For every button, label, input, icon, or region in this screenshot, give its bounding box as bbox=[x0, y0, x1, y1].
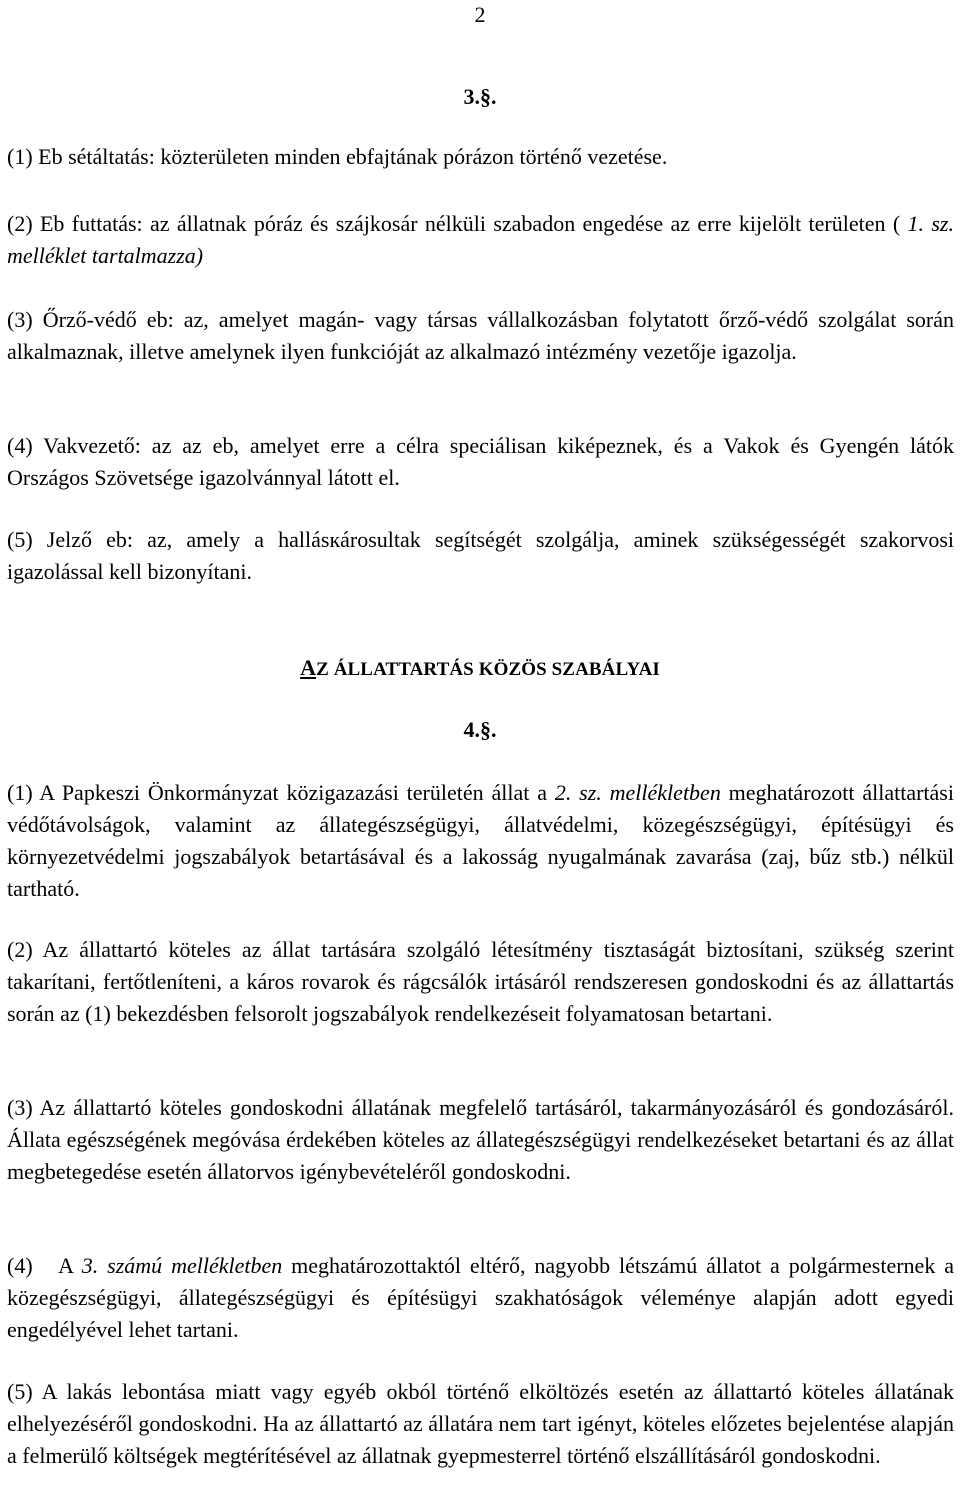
annex-3-reference: 3. számú mellékletben bbox=[81, 1253, 283, 1278]
section-4-paragraph-5: (5) A lakás lebontása miatt vagy egyéb okból történő elköltözés esetén az állattartó köteles állatának elhelyezéséről gondoskodni. Ha az állattartó az állatára nem tart igényt, köteles előzetes bejelentése alapján a felmerülő költségek megtérítésével az állatnak gyepmesterrel történő elszállításáról gondoskodni. bbox=[7, 1379, 954, 1468]
chapter-heading-rest: Z ÁLLATTARTÁS KÖZÖS SZABÁLYAI bbox=[316, 659, 660, 680]
section-4-paragraph-2: (2) Az állattartó köteles az állat tartására szolgáló létesítmény tisztaságát biztosítani, szükség szerint takarítani, fertőtleníteni, a káros rovarok és rágcsálók irtásáról rendszeresen gondoskodni és az állattartás során az (1) bekezdésben felsorolt jogszabályok rendelkezéseit folyamatosan betartani. bbox=[7, 937, 954, 1026]
section-3-paragraph-2 bbox=[7, 208, 954, 272]
paragraph-4-text-b: meghatározottaktól eltérő, nagyobb létszámú állatot a polgármesternek a közegészségügyi, állategészségügyi és építésügyi szakhatóságok véleménye alapján adott egyedi engedélyével lehet tartani. bbox=[7, 1253, 954, 1342]
paragraph-2-text: (2) Eb futtatás: az állatnak póráz és szájkosár nélküli szabadon engedése az erre kijelölt területen ( bbox=[7, 211, 908, 236]
section-4-paragraph-4 bbox=[7, 1250, 954, 1346]
annex-2-reference: 2. sz. mellékletben bbox=[554, 780, 721, 805]
chapter-heading-initial: A bbox=[300, 655, 317, 680]
paragraph-1-text-a: (1) A Papkeszi Önkormányzat közigazazási területén állat a bbox=[7, 780, 555, 805]
section-4-heading: 4.§. bbox=[463, 717, 497, 742]
annex-1-reference: 1. sz. melléklet tartalmazza) bbox=[7, 211, 954, 268]
section-4-paragraph-3: (3) Az állattartó köteles gondoskodni állatának megfelelő tartásáról, takarmányozásáról és gondozásáról. Állata egészségének megóvása érdekében köteles az állategészségügyi rendelkezéseket betartani és az állat megbetegedése esetén állatorvos igénybevételéről gondoskodni. bbox=[7, 1095, 954, 1184]
paragraph-4-text-a: (4) A bbox=[7, 1253, 82, 1278]
section-4-paragraph-1 bbox=[7, 777, 954, 905]
section-3-heading: 3.§. bbox=[463, 84, 497, 109]
section-3-paragraph-4: (4) Vakvezető: az az eb, amelyet erre a célra speciálisan kiképeznek, és a Vakok és Gyengén látók Országos Szövetsége igazolvánnyal látott el. bbox=[7, 433, 954, 490]
page-number: 2 bbox=[474, 2, 486, 27]
section-3-paragraph-1: (1) Eb sétáltatás: közterületen minden ebfajtának pórázon történő vezetése. bbox=[7, 144, 668, 169]
chapter-heading bbox=[0, 655, 960, 683]
paragraph-1-text-b: meghatározott állattartási védőtávolságok, valamint az állategészségügyi, állatvédelmi, közegészségügyi, építésügyi és környezetvédelmi jogszabályok betartásával és a lakosság nyugalmának zavarása (zaj, bűz stb.) nélkül tartható. bbox=[7, 780, 954, 901]
section-3-paragraph-3: (3) Őrző-védő eb: az, amelyet magán- vagy társas vállalkozásban folytatott őrző-védő szolgálat során alkalmaznak, illetve amelynek ilyen funkcióját az alkalmazó intézmény vezetője igazolja. bbox=[7, 307, 954, 364]
section-3-paragraph-5: (5) Jelző eb: az, amely a hallásкárosultak segítségét szolgálja, aminek szükségességét szakorvosi igazolással kell bizonyítani. bbox=[7, 527, 954, 584]
